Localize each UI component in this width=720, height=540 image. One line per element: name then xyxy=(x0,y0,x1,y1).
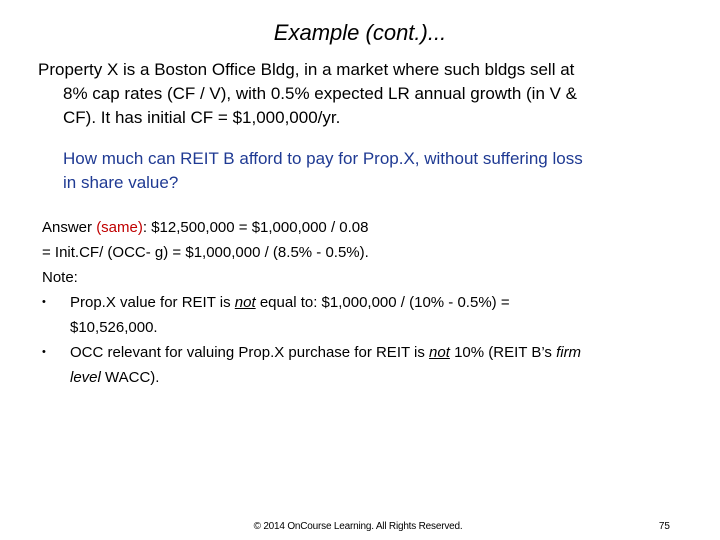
page-number: 75 xyxy=(658,521,670,532)
answer-line-2: = Init.CF/ (OCC- g) = $1,000,000 / (8.5% - 0.5%). xyxy=(42,244,369,261)
slide-title: Example (cont.)... xyxy=(273,20,447,45)
bullet-2-continuation xyxy=(70,365,682,390)
bullet-2-pre: OCC relevant for valuing Prop.X purchase for REIT is xyxy=(70,344,430,361)
copyright-notice: © 2014 OnCourse Learning. All Rights Reserved. xyxy=(253,521,463,532)
bullet-2-cont-italic: level xyxy=(70,369,101,386)
question-line-2: in share value? xyxy=(63,173,179,192)
bullet-2-emphasis: not xyxy=(429,344,450,361)
bullet-1-continuation: $10,526,000. xyxy=(70,319,158,336)
bullet-1-pre: Prop.X value for REIT is xyxy=(70,294,235,311)
intro-line-1: Property X is a Boston Office Bldg, in a market where such bldgs sell at xyxy=(38,60,575,79)
answer-equation: : $12,500,000 = $1,000,000 / 0.08 xyxy=(142,219,369,236)
intro-line-2: 8% cap rates (CF / V), with 0.5% expected LR annual growth (in V & xyxy=(63,84,578,103)
bullet-1-emphasis: not xyxy=(234,294,256,311)
answer-same-highlight: (same) xyxy=(96,219,143,236)
intro-line-3: CF). It has initial CF = $1,000,000/yr. xyxy=(63,108,341,127)
bullet-1-post: equal to: $1,000,000 / (10% - 0.5%) = xyxy=(255,294,510,311)
bullet-2-post: 10% (REIT B’s xyxy=(449,344,557,361)
bullet-2-italic: firm xyxy=(556,344,582,361)
bullet-2-cont-text: WACC). xyxy=(100,369,160,386)
note-bullet-2 xyxy=(42,340,682,390)
bullet-dot: • xyxy=(42,296,46,308)
intro-paragraph xyxy=(38,58,688,130)
answer-line-1 xyxy=(42,215,682,240)
answer-block xyxy=(42,215,682,390)
note-label: Note: xyxy=(42,269,78,286)
note-bullet-1 xyxy=(42,290,682,340)
bullet-dot: • xyxy=(42,346,46,358)
question-paragraph xyxy=(63,147,693,195)
question-line-1: How much can REIT B afford to pay for Prop.X, without suffering loss xyxy=(63,149,583,168)
answer-label: Answer xyxy=(42,219,97,236)
